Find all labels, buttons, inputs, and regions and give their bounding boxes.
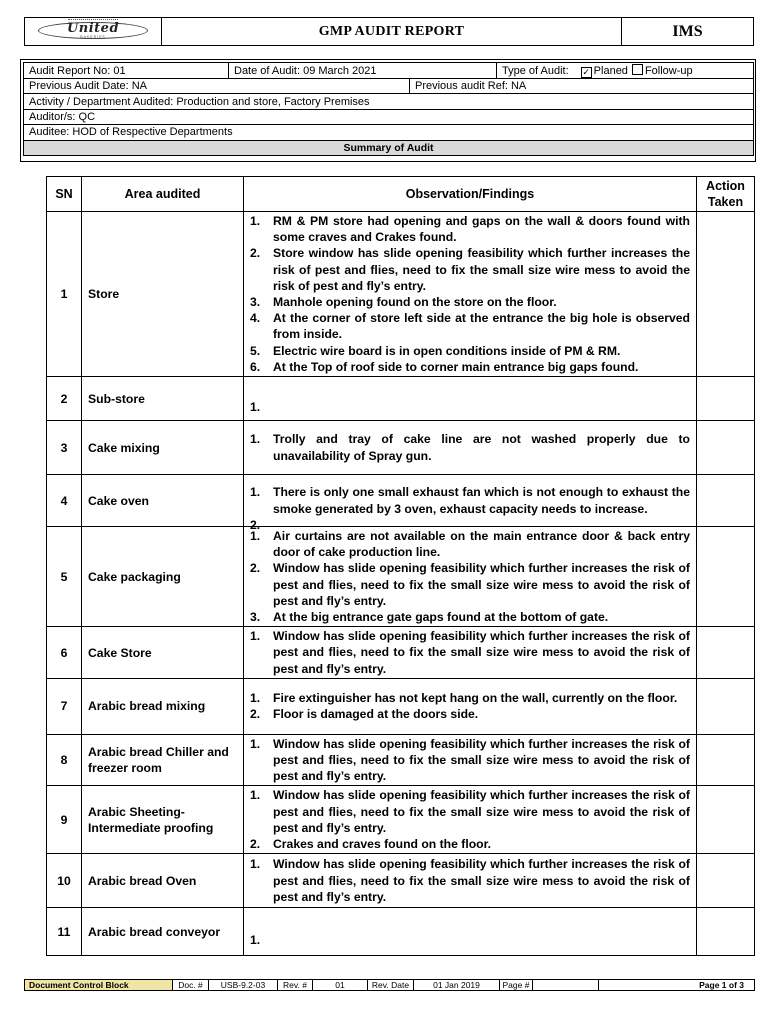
finding-number: 2.: [250, 561, 261, 576]
row-observations: [244, 854, 697, 908]
finding-item: [248, 706, 690, 722]
findings-list: [248, 736, 690, 785]
finding-text: Window has slide opening feasibility which further increases the risk of pest and flies, need to fix the small size wire mess to avoid the risk of pest and fly’s entry.: [273, 788, 690, 835]
footer-spacer: [533, 980, 599, 991]
row-sn: 11: [47, 908, 82, 956]
finding-text: Window has slide opening feasibility which further increases the risk of pest and flies, need to fix the small size wire mess to avoid the risk of pest and fly’s entry.: [273, 736, 690, 784]
finding-text: Crakes and craves found on the floor.: [273, 837, 492, 852]
row-observations: [244, 678, 697, 734]
document-control-block: [24, 979, 755, 991]
row-action-taken: [697, 854, 755, 908]
row-area-audited: Sub-store: [82, 377, 244, 421]
finding-text: There is only one small exhaust fan which is not enough to exhaust the smoke generated by 3 oven, exhaust capacity needs to increase.: [273, 485, 690, 516]
finding-text: Window has slide opening feasibility which further increases the risk of pest and flies, need to fix the small size wire mess to avoid the risk of pest and fly’s entry.: [273, 857, 690, 904]
row-observations: [244, 527, 697, 627]
row-action-taken: [697, 377, 755, 421]
row-sn: 7: [47, 678, 82, 734]
activity-audited: Activity / Department Audited: Production and store, Factory Premises: [24, 94, 754, 109]
table-row: [47, 854, 755, 908]
row-sn: 1: [47, 212, 82, 377]
type-of-audit-label: Type of Audit:: [502, 65, 569, 77]
col-header-area: Area audited: [82, 177, 244, 212]
table-row: [47, 734, 755, 786]
finding-item: [248, 787, 690, 836]
findings-header-row: [47, 177, 755, 212]
row-action-taken: [697, 678, 755, 734]
finding-number: 1.: [250, 214, 261, 228]
findings-list: [248, 856, 690, 905]
rev-number-value: 01: [313, 980, 368, 991]
row-area-audited: Arabic bread Chiller and freezer room: [82, 734, 244, 786]
rev-date-label: Rev. Date: [368, 980, 414, 991]
findings-list: [248, 528, 690, 625]
table-row: [47, 908, 755, 956]
rev-date-value: 01 Jan 2019: [414, 980, 500, 991]
findings-list: [248, 484, 690, 532]
finding-number: 6.: [250, 359, 261, 374]
findings-table: [46, 176, 755, 956]
row-area-audited: Arabic bread conveyor: [82, 908, 244, 956]
row-observations: [244, 421, 697, 475]
row-area-audited: Cake mixing: [82, 421, 244, 475]
finding-item: [248, 343, 690, 359]
row-action-taken: [697, 212, 755, 377]
row-area-audited: Arabic bread Oven: [82, 854, 244, 908]
row-action-taken: [697, 786, 755, 854]
audit-info-table: [23, 62, 754, 156]
doc-number-value: USB-9.2-03: [209, 980, 278, 991]
finding-text: At the Top of roof side to corner main entrance big gaps found.: [273, 359, 639, 374]
finding-number: 1.: [250, 932, 261, 947]
row-area-audited: Arabic bread mixing: [82, 678, 244, 734]
finding-item: [248, 628, 690, 677]
row-observations: [244, 377, 697, 421]
row-sn: 6: [47, 627, 82, 679]
finding-number: 3.: [250, 610, 261, 625]
finding-text: RM & PM store had opening and gaps on the wall & doors found with some craves and Crakes found.: [273, 214, 690, 245]
finding-text: Manhole opening found on the store on the floor.: [273, 295, 557, 310]
finding-number: 2.: [250, 246, 261, 261]
row-observations: [244, 908, 697, 956]
finding-item: [248, 856, 690, 905]
row-area-audited: Cake oven: [82, 475, 244, 527]
findings-list: [248, 787, 690, 852]
row-observations: [244, 212, 697, 377]
col-header-observation: Observation/Findings: [244, 177, 697, 212]
previous-audit-ref: Previous audit Ref: NA: [410, 79, 754, 94]
row-action-taken: [697, 908, 755, 956]
finding-item: [248, 609, 690, 625]
finding-number: 1.: [250, 432, 261, 447]
row-area-audited: Cake packaging: [82, 527, 244, 627]
page-number-label: Page #: [500, 980, 533, 991]
finding-item: [248, 431, 690, 463]
finding-number: 1.: [250, 629, 261, 644]
document-control-label: Document Control Block: [25, 980, 173, 991]
followup-label: Follow-up: [644, 65, 693, 77]
row-observations: [244, 786, 697, 854]
findings-list: [248, 628, 690, 677]
system-code: IMS: [622, 18, 754, 46]
row-action-taken: [697, 475, 755, 527]
followup-checkbox[interactable]: [632, 64, 643, 75]
row-sn: 5: [47, 527, 82, 627]
rev-number-label: Rev. #: [278, 980, 313, 991]
row-sn: 8: [47, 734, 82, 786]
table-row: [47, 786, 755, 854]
finding-text: At the corner of store left side at the entrance the big hole is observed from inside.: [273, 311, 690, 342]
finding-number: 5.: [250, 343, 261, 358]
finding-item: [248, 484, 690, 516]
logo-cell: [25, 18, 162, 46]
row-action-taken: [697, 421, 755, 475]
table-row: [47, 527, 755, 627]
finding-number: 2.: [250, 707, 261, 722]
finding-number: 1.: [250, 399, 261, 414]
finding-number: 3.: [250, 295, 261, 310]
finding-number: 2.: [250, 837, 261, 852]
report-title: GMP AUDIT REPORT: [162, 18, 622, 46]
finding-text: Store window has slide opening feasibility which further increases the risk of pest and flies, need to fix the small size wire mess to avoid the risk of pest and fly’s entry.: [273, 246, 690, 293]
finding-item: [248, 836, 690, 852]
doc-number-label: Doc. #: [173, 980, 209, 991]
finding-item: [248, 213, 690, 245]
report-header: [24, 17, 754, 46]
row-observations: [244, 475, 697, 532]
finding-item: [248, 528, 690, 560]
finding-text: Electric wire board is in open conditions inside of PM & RM.: [273, 343, 621, 358]
audit-info-block: [20, 59, 756, 162]
finding-item: [248, 690, 690, 706]
auditors: Auditor/s: QC: [24, 109, 754, 124]
row-observations: [244, 734, 697, 786]
row-sn: 4: [47, 475, 82, 527]
audit-report-no: Audit Report No: 01: [24, 63, 229, 79]
row-sn: 3: [47, 421, 82, 475]
row-sn: 9: [47, 786, 82, 854]
table-row: [47, 627, 755, 679]
type-of-audit: [497, 63, 754, 79]
finding-text: At the big entrance gate gaps found at the bottom of gate.: [273, 610, 609, 625]
row-sn: 10: [47, 854, 82, 908]
finding-text: Window has slide opening feasibility which further increases the risk of pest and flies, need to fix the small size wire mess to avoid the risk of pest and fly’s entry.: [273, 561, 690, 608]
finding-item: [248, 736, 690, 785]
col-header-action: Action Taken: [697, 177, 755, 212]
summary-of-audit-label: Summary of Audit: [24, 140, 754, 155]
logo-text: United: [66, 21, 120, 36]
finding-item: [248, 245, 690, 294]
finding-item: [248, 310, 690, 342]
row-observations: [244, 627, 697, 679]
finding-number: 4.: [250, 311, 261, 326]
finding-number: 1.: [250, 485, 261, 500]
finding-item: [248, 294, 690, 310]
findings-list: [248, 431, 690, 463]
finding-item: [248, 359, 690, 375]
finding-number: 1.: [250, 529, 261, 544]
finding-number: 1.: [250, 691, 261, 706]
col-header-sn: SN: [47, 177, 82, 212]
table-row: [47, 678, 755, 734]
finding-text: Air curtains are not available on the main entrance door & back entry door of cake production line.: [273, 529, 690, 560]
table-row: [47, 475, 755, 527]
findings-list: [248, 690, 690, 722]
date-of-audit: Date of Audit: 09 March 2021: [229, 63, 497, 79]
finding-number: 1.: [250, 736, 261, 751]
company-logo: [38, 20, 148, 39]
table-row: [47, 377, 755, 421]
previous-audit-date: Previous Audit Date: NA: [24, 79, 410, 94]
row-action-taken: [697, 627, 755, 679]
finding-number: 2.: [250, 517, 261, 532]
finding-text: Floor is damaged at the doors side.: [273, 707, 479, 722]
table-row: [47, 421, 755, 475]
planed-checkbox[interactable]: ✓: [582, 67, 590, 77]
planed-label: Planed: [593, 65, 628, 77]
finding-text: Trolly and tray of cake line are not washed properly due to unavailability of Spray gun.: [273, 432, 690, 463]
finding-number: 1.: [250, 857, 261, 872]
table-row: [47, 212, 755, 377]
findings-list: [248, 213, 690, 375]
row-action-taken: [697, 734, 755, 786]
finding-text: Window has slide opening feasibility which further increases the risk of pest and flies, need to fix the small size wire mess to avoid the risk of pest and fly’s entry.: [273, 629, 690, 676]
finding-number: 1.: [250, 788, 261, 803]
logo-subtext: BAKERIES: [80, 35, 106, 39]
row-area-audited: Arabic Sheeting-Intermediate proofing: [82, 786, 244, 854]
row-sn: 2: [47, 377, 82, 421]
finding-text: Fire extinguisher has not kept hang on the wall, currently on the floor.: [273, 691, 678, 706]
row-action-taken: [697, 527, 755, 627]
row-area-audited: Store: [82, 212, 244, 377]
finding-item: [248, 560, 690, 609]
page-number-value: Page 1 of 3: [599, 980, 755, 991]
auditee: Auditee: HOD of Respective Departments: [24, 125, 754, 140]
row-area-audited: Cake Store: [82, 627, 244, 679]
